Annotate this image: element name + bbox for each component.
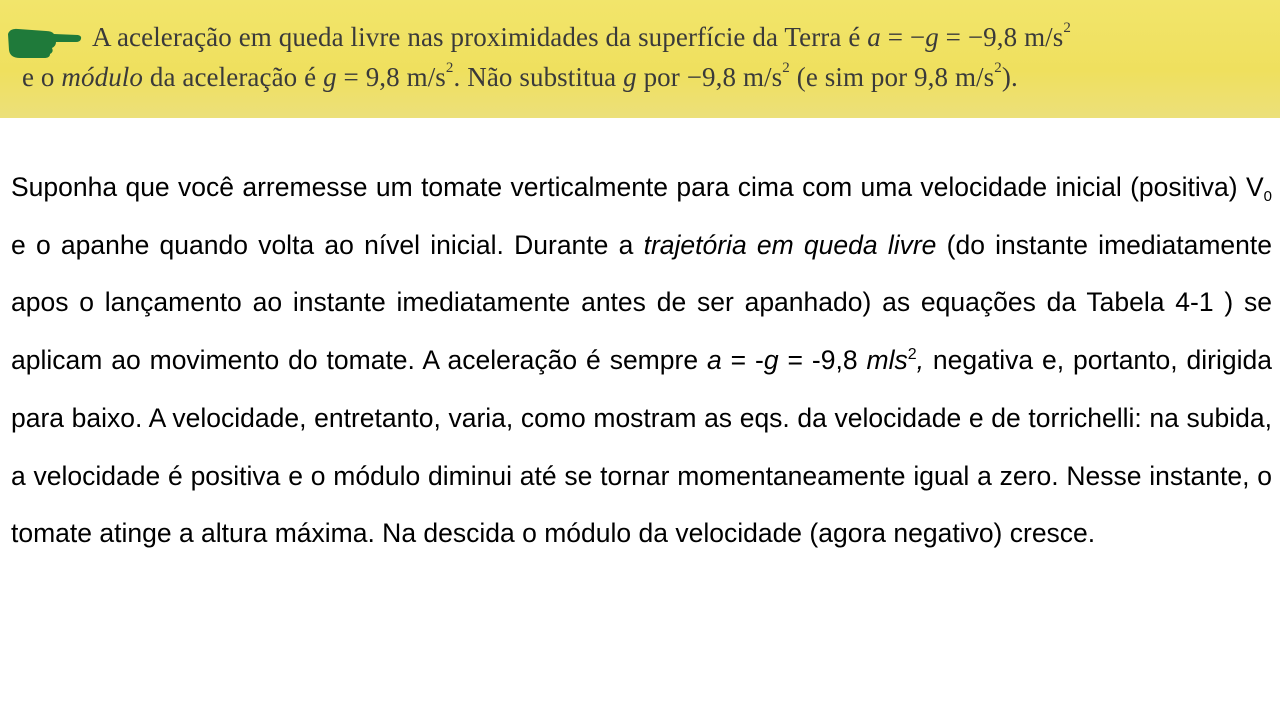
subscript-zero: 0	[1263, 188, 1272, 205]
note-line-1: A aceleração em queda livre nas proximidades da superfície da Terra é a = −g = −9,8 $m/s^2$	[92, 20, 1072, 52]
note-banner	[0, 0, 1280, 118]
note-line-2: e o módulo da aceleração é g = 9,8 $m/s^2$. Não substitua g por −9,8 $m/s^2$ (e sim por 9,8 $m/s^2$).	[22, 60, 1018, 92]
pointing-hand-icon	[6, 22, 82, 62]
body-paragraph: Suponha que você arremesse um tomate verticalmente para cima com uma velocidade inicial (positiva) $V_0$ e o apanhe quando volta ao nível inicial. Durante a trajetória em queda livre (do instante imediatamente apos o lançamento ao instante imediatamente antes de ser apanhado) as equações da Tabela 4-1 ) se aplicam ao movimento do tomate. A aceleração é sempre a = -g = -9,8 mls$^2$, negativa e, portanto, dirigida para baixo. A velocidade, entretanto, varia, como mostram as eqs. da velocidade e de torrichelli: na subida, a velocidade é positiva e o módulo diminui até se tornar momentaneamente igual a zero. Nesse instante, o tomate atinge a altura máxima. Na descida o módulo da velocidade (agora negativo) cresce.	[11, 172, 1272, 549]
